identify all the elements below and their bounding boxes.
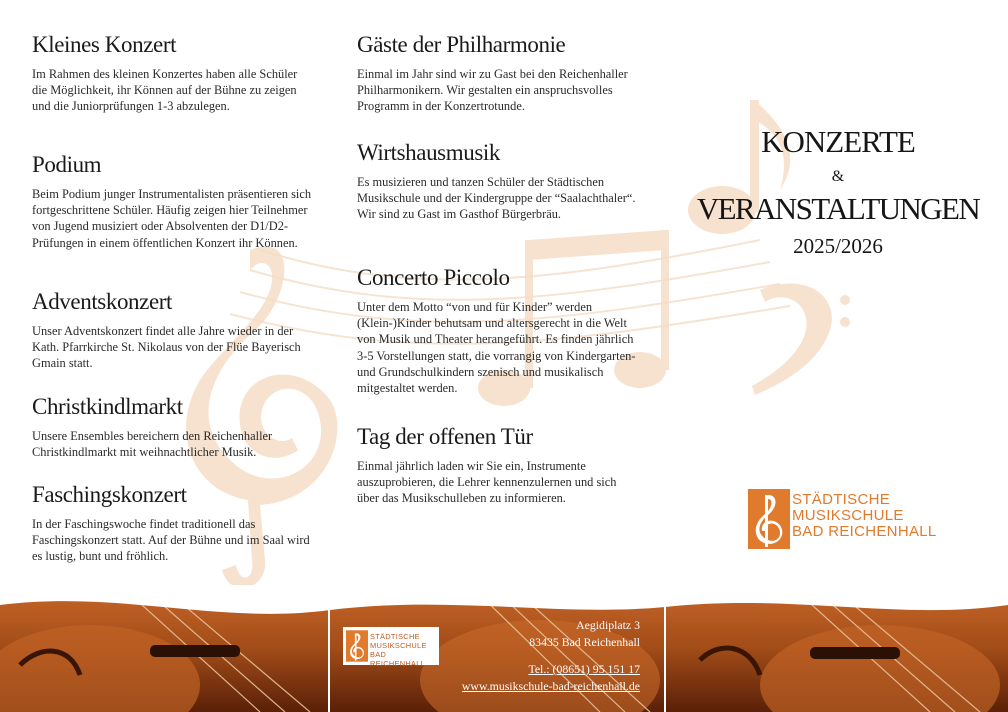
- section-text: In der Faschingswoche findet traditionell das Faschingskonzert statt. Auf der Bühne und im Saal wird es lustig, bunt und fröhlich.: [32, 517, 310, 564]
- section-gaeste-philharmonie: [357, 30, 637, 115]
- contact-info: [440, 617, 640, 695]
- section-concerto-piccolo: [357, 263, 637, 396]
- section-title: Gäste der Philharmonie: [357, 32, 566, 57]
- treble-clef-logo-icon: [346, 630, 368, 662]
- section-tag-der-offenen-tuer: [357, 422, 637, 507]
- section-kleines-konzert: [32, 30, 314, 115]
- contact-website-link[interactable]: www.musikschule-bad-reichenhall.de: [461, 679, 640, 693]
- section-text: Im Rahmen des kleinen Konzertes haben alle Schüler die Möglichkeit, ihr Können auf der Bühne zu zeigen und die Juniorprüfungen 1-3 abzulegen.: [32, 67, 298, 114]
- section-adventskonzert: [32, 287, 314, 372]
- cover-year: 2025/2026: [793, 234, 883, 258]
- section-faschingskonzert: [32, 480, 314, 565]
- contact-street: Aegidiplatz 3: [576, 618, 640, 632]
- section-title: Adventskonzert: [32, 289, 173, 314]
- logo-line3: BAD REICHENHALL: [792, 523, 937, 540]
- section-text: Einmal jährlich laden wir Sie ein, Instrumente auszuprobieren, die Lehrer kennenzulernen und sich über das Musikschulleben zu informieren.: [357, 459, 617, 506]
- section-text: Beim Podium junger Instrumentalisten präsentieren sich fortgeschrittene Schüler. Häufig zeigen hier Teilnehmer von Jugend musiziert oder Absolventen der D1/D2- Prüfungen in einem öffentlichen Konzert ihr Können.: [32, 187, 312, 250]
- cover-title-line1: KONZERTE: [761, 124, 915, 159]
- section-title: Podium: [32, 152, 102, 177]
- cover-title-line2: VERANSTALTUNGEN: [696, 191, 980, 226]
- section-title: Concerto Piccolo: [357, 265, 510, 290]
- logo-line1: STÄDTISCHE: [370, 632, 420, 641]
- section-text: Einmal im Jahr sind wir zu Gast bei den Reichenhaller Philharmonikern. Wir gestalten ein anspruchsvolles Programm in der Konzertrotunde.: [357, 67, 628, 114]
- logo-line1: STÄDTISCHE: [792, 491, 891, 508]
- treble-clef-logo-icon: [748, 489, 790, 549]
- section-christkindlmarkt: [32, 392, 314, 460]
- section-wirtshausmusik: [357, 138, 637, 223]
- section-title: Kleines Konzert: [32, 32, 177, 57]
- cover-title: [668, 124, 1008, 261]
- section-text: Unter dem Motto “von und für Kinder” werden (Klein-)Kinder behutsam und altersgerecht in die Welt von Musik und Theater herangeführt. Es finden jährlich 3-5 Vorstellungen statt, die vorrangig von Kindergarten- und Grundschulkindern szenisch und musikalisch mitgestaltet werden.: [357, 300, 636, 396]
- logo-line2: MUSIKSCHULE: [792, 507, 904, 524]
- section-text: Unser Adventskonzert findet alle Jahre wieder in der Kath. Pfarrkirche St. Nikolaus von der Flüe Bayerisch Gmain statt.: [32, 324, 301, 371]
- section-title: Wirtshausmusik: [357, 140, 500, 165]
- section-title: Christkindlmarkt: [32, 394, 183, 419]
- contact-phone-link[interactable]: Tel.: (08651) 95 151 17: [528, 662, 640, 676]
- school-logo-small: [343, 627, 439, 668]
- school-logo: [748, 489, 938, 551]
- section-podium: [32, 150, 314, 251]
- contact-city: 83435 Bad Reichenhall: [529, 635, 640, 649]
- section-text: Es musizieren und tanzen Schüler der Städtischen Musikschule und der Kindergruppe der “Saalachthaler“. Wir sind zu Gast im Gasthof Bürgerbräu.: [357, 175, 636, 222]
- section-title: Faschingskonzert: [32, 482, 187, 507]
- logo-line2: MUSIKSCHULE: [370, 641, 427, 650]
- logo-line3: BAD REICHENHALL: [370, 650, 426, 668]
- section-text: Unsere Ensembles bereichern den Reichenhaller Christkindlmarkt mit weihnachtlicher Musik.: [32, 429, 273, 460]
- cover-ampersand: &: [831, 168, 845, 185]
- section-title: Tag der offenen Tür: [357, 424, 533, 449]
